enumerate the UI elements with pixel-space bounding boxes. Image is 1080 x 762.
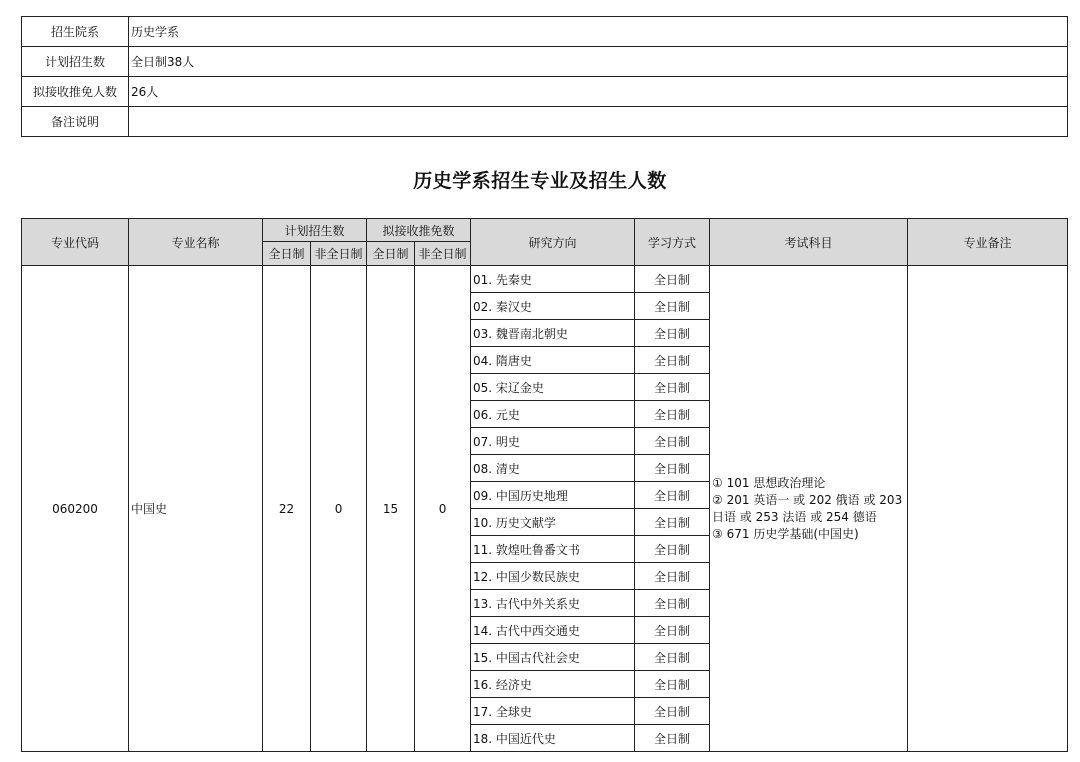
header-exam: 考试科目 (710, 219, 908, 266)
study-mode: 全日制 (635, 536, 710, 563)
research-direction: 02. 秦汉史 (471, 293, 635, 320)
research-direction: 07. 明史 (471, 428, 635, 455)
study-mode: 全日制 (635, 509, 710, 536)
plan-part-time: 0 (311, 266, 367, 752)
header-name: 专业名称 (129, 219, 263, 266)
study-mode: 全日制 (635, 644, 710, 671)
info-value: 历史学系 (129, 17, 1068, 47)
research-direction: 15. 中国古代社会史 (471, 644, 635, 671)
study-mode: 全日制 (635, 563, 710, 590)
header-rec-part-time: 非全日制 (415, 242, 471, 266)
recommend-full-time: 15 (367, 266, 415, 752)
research-direction: 10. 历史文献学 (471, 509, 635, 536)
info-row (22, 77, 1068, 107)
research-direction: 18. 中国近代史 (471, 725, 635, 752)
research-direction: 17. 全球史 (471, 698, 635, 725)
study-mode: 全日制 (635, 617, 710, 644)
study-mode: 全日制 (635, 671, 710, 698)
table-body (22, 266, 1068, 752)
study-mode: 全日制 (635, 266, 710, 293)
research-direction: 03. 魏晋南北朝史 (471, 320, 635, 347)
study-mode: 全日制 (635, 455, 710, 482)
department-info-table (21, 16, 1068, 137)
info-value: 26人 (129, 77, 1068, 107)
study-mode: 全日制 (635, 347, 710, 374)
info-label: 计划招生数 (22, 47, 129, 77)
study-mode: 全日制 (635, 482, 710, 509)
info-value (129, 107, 1068, 137)
header-plan: 计划招生数 (263, 219, 367, 242)
table-row (22, 266, 1068, 293)
exam-subject-line: ③ 671 历史学基础(中国史) (712, 526, 859, 541)
header-plan-full-time: 全日制 (263, 242, 311, 266)
research-direction: 09. 中国历史地理 (471, 482, 635, 509)
header-plan-part-time: 非全日制 (311, 242, 367, 266)
info-row (22, 47, 1068, 77)
research-direction: 08. 清史 (471, 455, 635, 482)
info-row (22, 17, 1068, 47)
exam-subjects (710, 266, 908, 752)
exam-subject-line: ① 101 思想政治理论 (712, 475, 826, 490)
study-mode: 全日制 (635, 590, 710, 617)
plan-full-time: 22 (263, 266, 311, 752)
enrollment-table (21, 218, 1068, 752)
study-mode: 全日制 (635, 698, 710, 725)
header-recommend: 拟接收推免数 (367, 219, 471, 242)
info-row (22, 107, 1068, 137)
research-direction: 13. 古代中外关系史 (471, 590, 635, 617)
info-value: 全日制38人 (129, 47, 1068, 77)
program-code: 060200 (22, 266, 129, 752)
page-title: 历史学系招生专业及招生人数 (413, 170, 667, 192)
research-direction: 01. 先秦史 (471, 266, 635, 293)
info-label: 拟接收推免人数 (22, 77, 129, 107)
research-direction: 06. 元史 (471, 401, 635, 428)
study-mode: 全日制 (635, 293, 710, 320)
recommend-part-time: 0 (415, 266, 471, 752)
header-row (22, 219, 1068, 242)
research-direction: 11. 敦煌吐鲁番文书 (471, 536, 635, 563)
research-direction: 05. 宋辽金史 (471, 374, 635, 401)
study-mode: 全日制 (635, 428, 710, 455)
study-mode: 全日制 (635, 374, 710, 401)
header-code: 专业代码 (22, 219, 129, 266)
study-mode: 全日制 (635, 320, 710, 347)
research-direction: 04. 隋唐史 (471, 347, 635, 374)
research-direction: 14. 古代中西交通史 (471, 617, 635, 644)
header-mode: 学习方式 (635, 219, 710, 266)
program-remark (908, 266, 1068, 752)
research-direction: 16. 经济史 (471, 671, 635, 698)
info-label: 招生院系 (22, 17, 129, 47)
study-mode: 全日制 (635, 725, 710, 752)
research-direction: 12. 中国少数民族史 (471, 563, 635, 590)
exam-subject-line: ② 201 英语一 或 202 俄语 或 203 日语 或 253 法语 或 254 德语 (712, 492, 903, 524)
header-direction: 研究方向 (471, 219, 635, 266)
info-label: 备注说明 (22, 107, 129, 137)
study-mode: 全日制 (635, 401, 710, 428)
header-rec-full-time: 全日制 (367, 242, 415, 266)
program-name: 中国史 (129, 266, 263, 752)
header-remark: 专业备注 (908, 219, 1068, 266)
